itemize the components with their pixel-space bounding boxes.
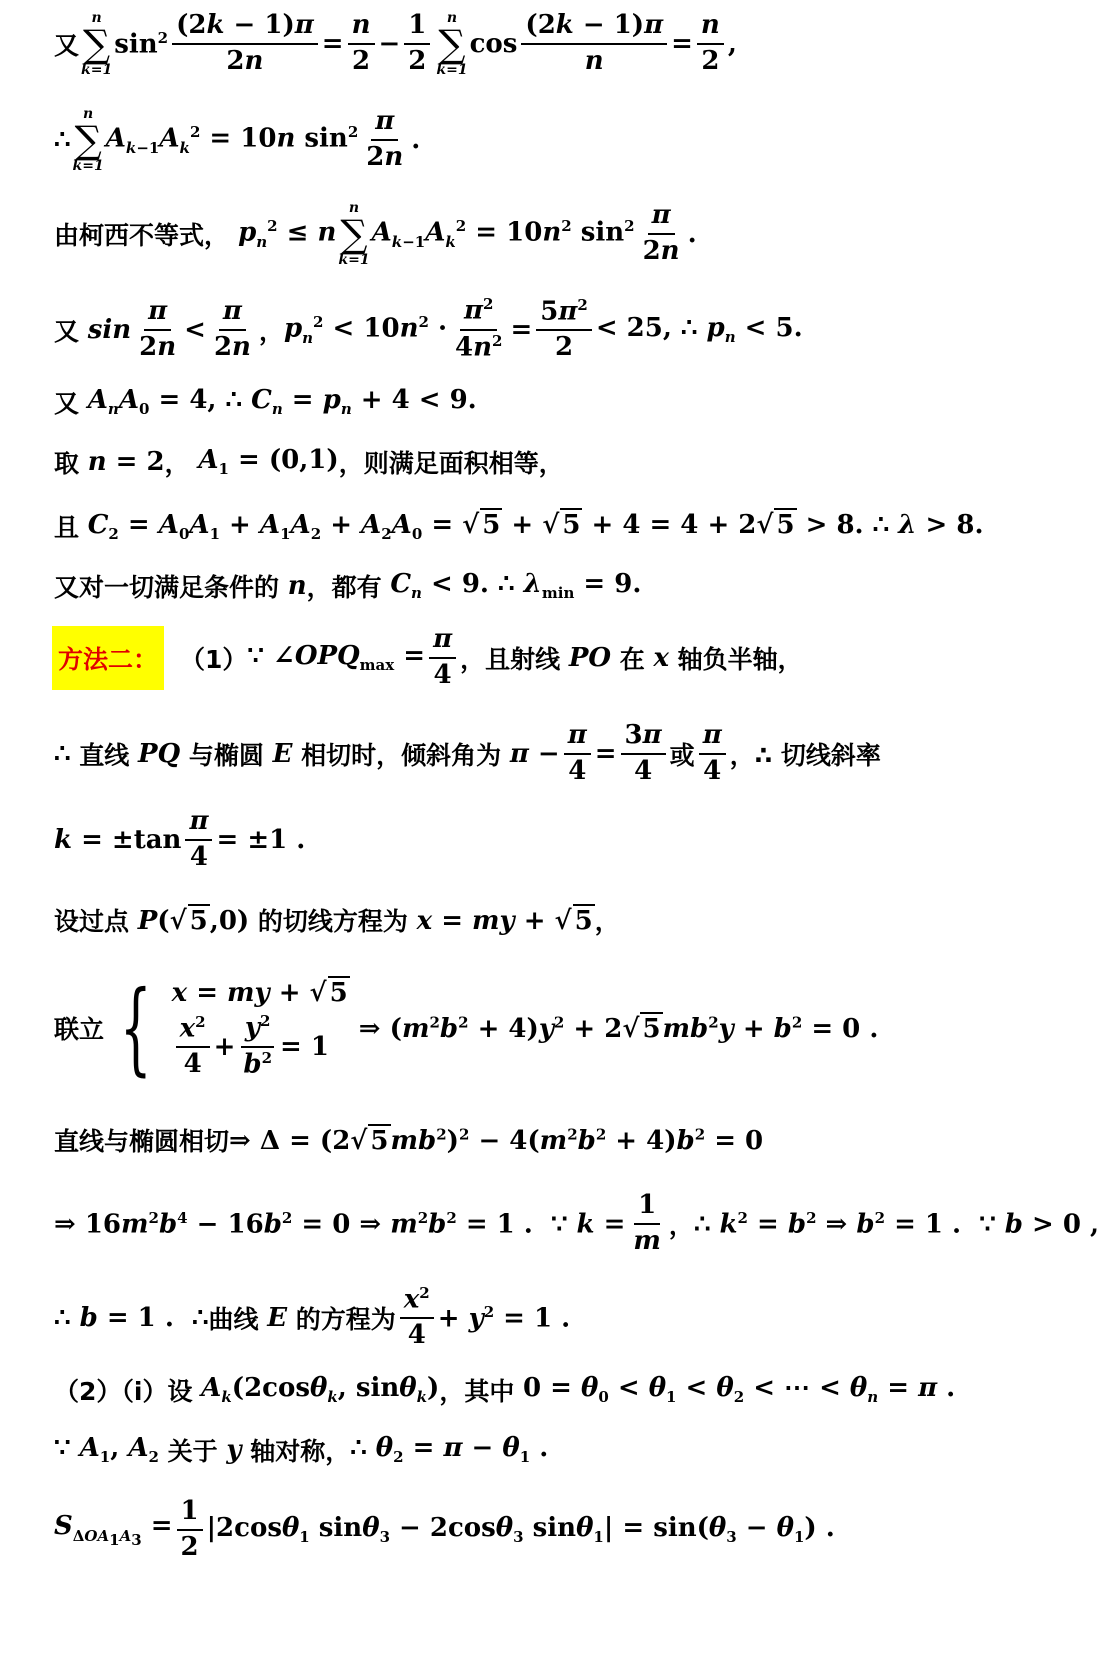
formula-line-19: $S_{\Delta OA_1A_3}$ = $\frac{1}{2}$ |2cosθ$_1$ sinθ$_3$ − 2cosθ$_3$ $\sin\theta_1| = \sin(\theta_3 - \theta_1)$ . [54, 1496, 835, 1562]
formula-line-10: ∴ 直线 PQ 与椭圆 E 相切时，倾斜角为 π − $\frac{\pi}{4}$ = $\frac{3\pi}{4}$ 或 $\frac{\pi}{4}$ ，∴ 切线斜率 [54, 720, 881, 786]
method-two-label: 方法二： [52, 626, 164, 690]
formula-line-14: 直线与椭圆相切 ⇒ Δ = (2√ $5mb^2)^2 - 4(m^2b^2 + 4)b^2 = 0$ [54, 1125, 764, 1156]
formula-line-2: ∴ n ∑ k=1 $A_{k-1}A_k^2 = 10n$ $\sin^2$ $\frac{\pi}{2n}$ . [54, 106, 421, 174]
formula-line-6: 取 n = 2 ， $A_1 = (0,1)$ ，则满足面积相等， [54, 445, 564, 479]
formula-line-13: 联立 { x = my + √ 5 $\frac{x^2}{4}$ + $\frac{y^2}{b^2}$ = 1 ⇒ $(m^2b^2 + 4)y^2 + 2√$ $5mb^2y + b^2 = 0$ . [54, 969, 879, 1086]
formula-line-7: 且 $C_2 = A_0A_1 + A_1A_2 + A_2A_0$ = √ 5 + √ 5 + 4 = 4 + 2√ 5 > 8. ∴ λ > 8. [54, 510, 984, 544]
formula-line-5: 又 $A_nA_0 = 4$, ∴ $C_n = p_n + 4 < 9$. [54, 385, 477, 419]
formula-line-9: 方法二： （1） ∵ $\angle OPQ_{max}$ = $\frac{\pi}{4}$ ，且射线 PO 在 x 轴负半轴， [52, 620, 1060, 696]
formula-line-4: 又 sin $\frac{\pi}{2n}$ < $\frac{\pi}{2n}$ ， $p_n^2 < 10n^2$ · $\frac{\pi^2}{4n^2}$ = $\frac{5\pi^2}{2}$ < 25, ∴ $p_n < 5$. [54, 295, 803, 363]
formula-line-15: ⇒ $16m^2b^4 - 16b^2 = 0$ ⇒ $m^2b^2 = 1$ . ∵ k = $\frac{1}{m}$ ， ∴ $k^2 = b^2$ ⇒ $b^2 = 1$ . ∵ b > 0 , [54, 1190, 1099, 1256]
formula-line-16: ∴ b = 1 . ∴ 曲线 E 的方程为 $\frac{x^2}{4}$ + $y^2 = 1$ . [54, 1283, 571, 1351]
formula-line-3: 由柯西不等式， $p_n^2 \le n$ n ∑ k=1 $A_{k-1}A_k^2 = 10n^2$ $\sin^2$ $\frac{\pi}{2n}$ . [54, 200, 697, 268]
formula-line-1: 又 n ∑ k=1 $\sin^2$ $\frac{(2k - 1)\pi}{2n}$ = $\frac{n}{2}$ − $\frac{1}{2}$ n ∑ k=1 cos $\frac{(2k - 1)\pi}{n}$ = $\frac{n}{2}$ , [54, 10, 737, 78]
formula-line-11: k = ±tan $\frac{\pi}{4}$ = ±1 . [54, 806, 306, 872]
formula-line-12: 设过点 P(√ 5,0) 的切线方程为 x = my + √ 5 ， [54, 906, 620, 936]
formula-line-17: （2）（i）设 $A_k(2\cos\theta_k$, sinθ$_k$) ，其中 $0 = \theta_0 < \theta_1 < \theta_2$ < ⋯ < $\theta_n = \pi$ . [54, 1373, 956, 1407]
formula-line-18: ∵ $A_1$, $A_2$ 关于 y 轴对称， ∴ $\theta_2 = \pi - \theta_1$ . [54, 1433, 549, 1467]
formula-line-8: 又对一切满足条件的 n ，都有 $C_n < 9$. ∴ $\lambda_{min} = 9$. [54, 569, 642, 603]
